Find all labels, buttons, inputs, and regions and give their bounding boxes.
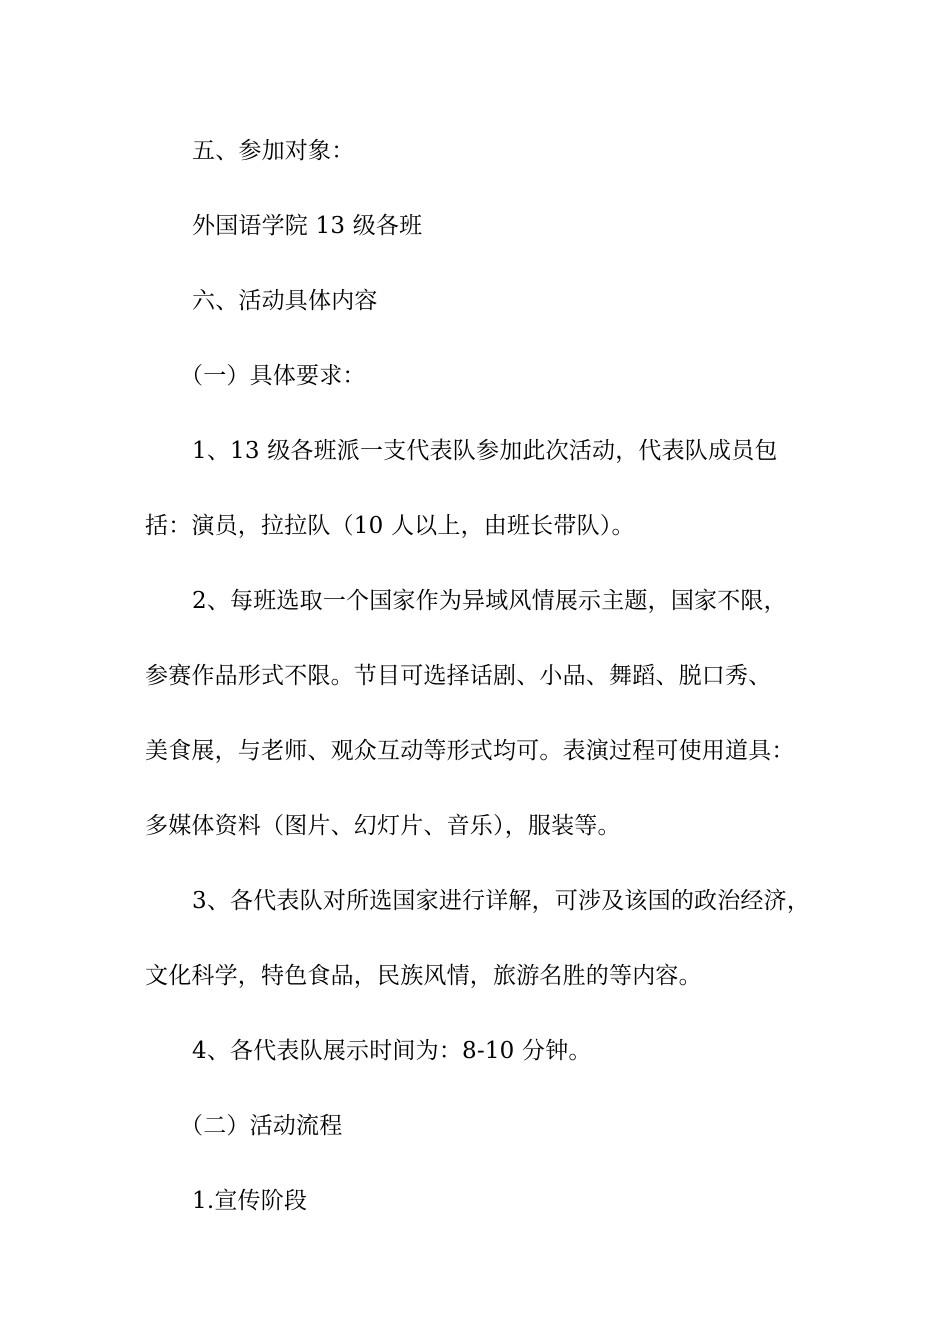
requirement-1-line-2: 括：演员，拉拉队（10 人以上，由班长带队）。 — [145, 513, 635, 539]
requirement-2-line-4: 多媒体资料（图片、幻灯片、音乐），服装等。 — [145, 813, 621, 839]
participants-text: 外国语学院 13 级各班 — [192, 213, 423, 239]
process-step-1: 1.宣传阶段 — [192, 1188, 308, 1214]
requirement-4: 4、各代表队展示时间为：8-10 分钟。 — [192, 1038, 592, 1064]
requirement-1-line-1: 1、13 级各班派一支代表队参加此次活动，代表队成员包 — [192, 438, 778, 464]
subsection-heading-process: （二）活动流程 — [180, 1113, 343, 1139]
subsection-heading-requirements: （一）具体要求： — [180, 363, 366, 389]
requirement-3-line-1: 3、各代表队对所选国家进行详解，可涉及该国的政治经济， — [192, 888, 811, 914]
requirement-2-line-2: 参赛作品形式不限。节目可选择话剧、小品、舞蹈、脱口秀、 — [145, 663, 772, 689]
section-heading-activity-content: 六、活动具体内容 — [192, 288, 378, 314]
requirement-3-line-2: 文化科学，特色食品，民族风情，旅游名胜的等内容。 — [145, 963, 702, 989]
requirement-2-line-1: 2、每班选取一个国家作为异域风情展示主题，国家不限， — [192, 588, 787, 614]
requirement-2-line-3: 美食展，与老师、观众互动等形式均可。表演过程可使用道具： — [145, 738, 795, 764]
section-heading-participants: 五、参加对象： — [192, 138, 355, 164]
